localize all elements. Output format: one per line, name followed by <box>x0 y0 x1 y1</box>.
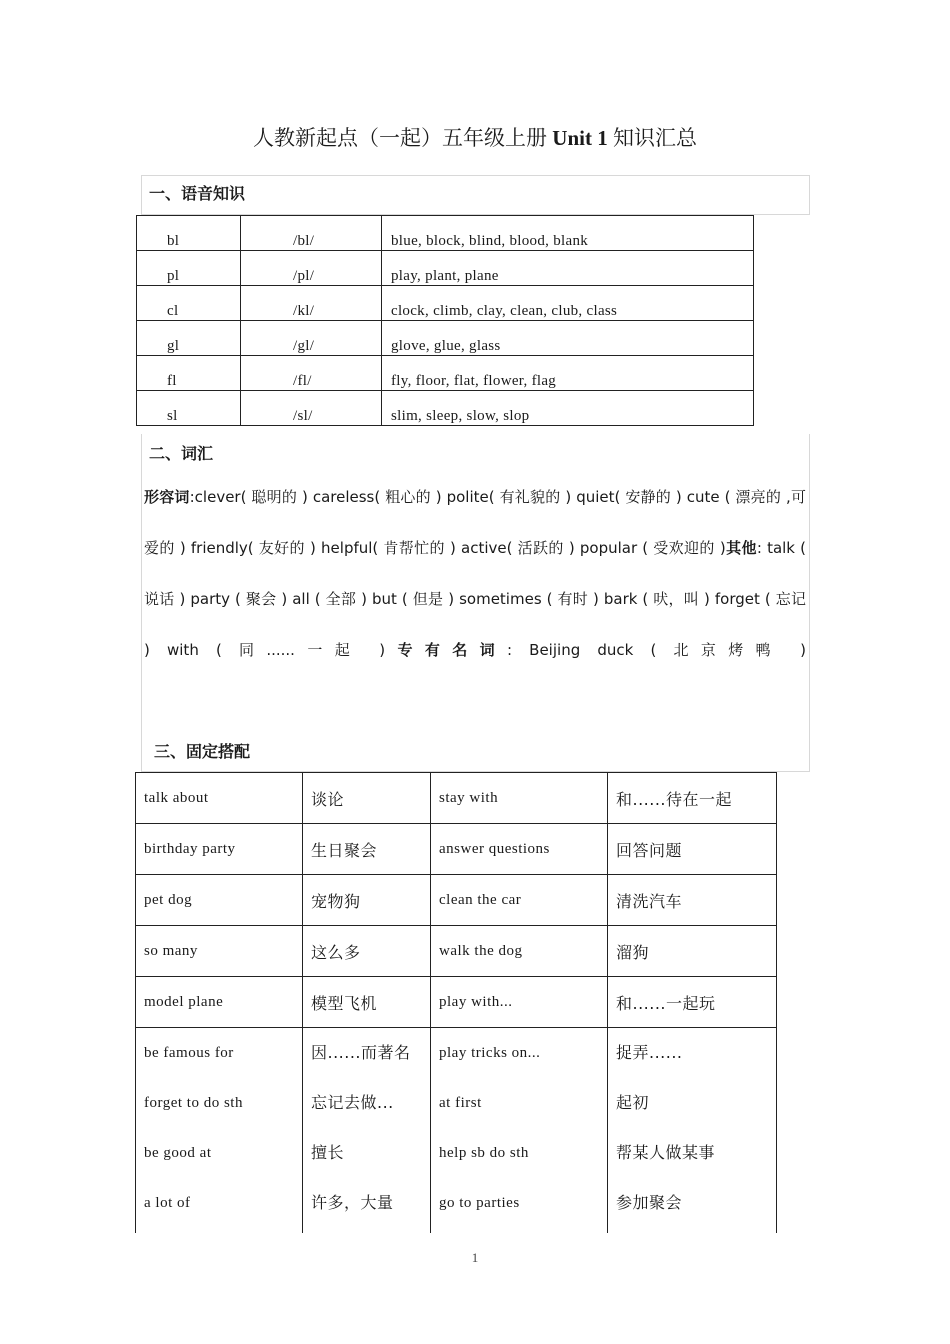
phrase-en2: stay with <box>431 773 608 824</box>
page-title <box>0 122 950 152</box>
table-row <box>136 926 777 977</box>
list-item: 擅长 <box>311 1143 345 1162</box>
phrase-en2: play with... <box>431 977 608 1028</box>
list-item: a lot of <box>144 1195 191 1211</box>
vocab-adj-label: 形容词 <box>144 488 190 506</box>
phrase-zh2: 清洗汽车 <box>608 875 777 926</box>
phonics-sound: /sl/ <box>241 391 382 426</box>
list-item: 帮某人做某事 <box>616 1143 716 1162</box>
list-item: 许多，大量 <box>311 1193 394 1212</box>
phrase-en1: model plane <box>136 977 303 1028</box>
list-item: at first <box>439 1095 482 1111</box>
list-item: be famous for <box>144 1045 234 1061</box>
list-item: forget to do sth <box>144 1095 243 1111</box>
list-item: go to parties <box>439 1195 520 1211</box>
phonics-words: blue, block, blind, blood, blank <box>382 216 754 251</box>
title-suffix: 知识汇总 <box>607 126 697 150</box>
table-row <box>136 824 777 875</box>
vocab-paragraph <box>144 472 806 676</box>
phonics-letters: gl <box>137 321 241 356</box>
phrase-en2: clean the car <box>431 875 608 926</box>
list-item: be good at <box>144 1145 212 1161</box>
list-item: help sb do sth <box>439 1145 529 1161</box>
phonics-sound: /fl/ <box>241 356 382 391</box>
phrase-zh2: 回答问题 <box>608 824 777 875</box>
multi-en1 <box>136 1028 303 1233</box>
phonics-words: clock, climb, clay, clean, club, class <box>382 286 754 321</box>
phonics-sound: /gl/ <box>241 321 382 356</box>
multi-zh2 <box>608 1028 777 1233</box>
title-prefix: 人教新起点（一起）五年级上册 <box>253 126 553 150</box>
phonics-words: slim, sleep, slow, slop <box>382 391 754 426</box>
phonics-letters: sl <box>137 391 241 426</box>
vocab-proper-text: : Beijing duck ( 北京烤鸭 ) <box>506 641 806 659</box>
vocab-proper-label: 专有名词 <box>385 641 507 659</box>
phrase-en1: pet dog <box>136 875 303 926</box>
phrase-zh1: 谈论 <box>303 773 431 824</box>
phrase-zh2: 和......一起玩 <box>608 977 777 1028</box>
phrases-table <box>135 772 777 1233</box>
table-row <box>137 286 754 321</box>
phrase-zh1: 这么多 <box>303 926 431 977</box>
phonics-letters: cl <box>137 286 241 321</box>
vocab-adj-text: :clever( 聪明的 ) careless( 粗心的 ) polite( 有礼貌的 ) quiet( 安静的 ) cute ( 漂亮的 ,可爱的 ) friendly( 友好的 ) helpful( 肯帮忙的 ) active( 活跃的 ) popular ( 受欢迎的 ) <box>144 488 806 557</box>
table-row <box>136 875 777 926</box>
table-row <box>137 251 754 286</box>
vocab-other-label: 其他 <box>725 539 757 557</box>
phrase-en1: so many <box>136 926 303 977</box>
section1-heading: 一、语音知识 <box>149 184 246 203</box>
phrase-zh2: 溜狗 <box>608 926 777 977</box>
phonics-words: fly, floor, flat, flower, flag <box>382 356 754 391</box>
phrases-multi-row <box>136 1028 777 1233</box>
list-item: play tricks on... <box>439 1045 541 1061</box>
phrase-en2: walk the dog <box>431 926 608 977</box>
list-item: 参加聚会 <box>616 1193 683 1212</box>
table-row <box>137 356 754 391</box>
phonics-words: play, plant, plane <box>382 251 754 286</box>
phrase-zh1: 生日聚会 <box>303 824 431 875</box>
title-unit: Unit 1 <box>552 126 608 150</box>
table-row <box>137 321 754 356</box>
section2-heading: 二、词汇 <box>149 444 214 463</box>
vocab-other-text: : talk ( 说话 ) party ( 聚会 ) all ( 全部 ) but ( 但是 ) sometimes ( 有时 ) bark ( 吠，叫 ) forget ( 忘记 ) with ( 同......一起 ) <box>144 539 806 659</box>
list-item: 因......而著名 <box>311 1043 411 1062</box>
section3-heading: 三、固定搭配 <box>154 742 251 761</box>
multi-zh1 <box>303 1028 431 1233</box>
list-item: 忘记去做... <box>311 1093 394 1112</box>
phonics-letters: fl <box>137 356 241 391</box>
phrase-en2: answer questions <box>431 824 608 875</box>
phonics-letters: pl <box>137 251 241 286</box>
phonics-sound: /bl/ <box>241 216 382 251</box>
table-row <box>136 773 777 824</box>
page-number: 1 <box>471 1250 479 1265</box>
phrase-zh1: 模型飞机 <box>303 977 431 1028</box>
phonics-words: glove, glue, glass <box>382 321 754 356</box>
phonics-sound: /kl/ <box>241 286 382 321</box>
phonics-table <box>136 215 754 426</box>
phrase-zh1: 宠物狗 <box>303 875 431 926</box>
phrase-en1: birthday party <box>136 824 303 875</box>
phonics-letters: bl <box>137 216 241 251</box>
table-row <box>137 391 754 426</box>
phrase-en1: talk about <box>136 773 303 824</box>
phrase-zh2: 和......待在一起 <box>608 773 777 824</box>
list-item: 捉弄...... <box>616 1043 683 1062</box>
multi-en2 <box>431 1028 608 1233</box>
phonics-sound: /pl/ <box>241 251 382 286</box>
table-row <box>136 977 777 1028</box>
list-item: 起初 <box>616 1093 650 1112</box>
table-row <box>137 216 754 251</box>
